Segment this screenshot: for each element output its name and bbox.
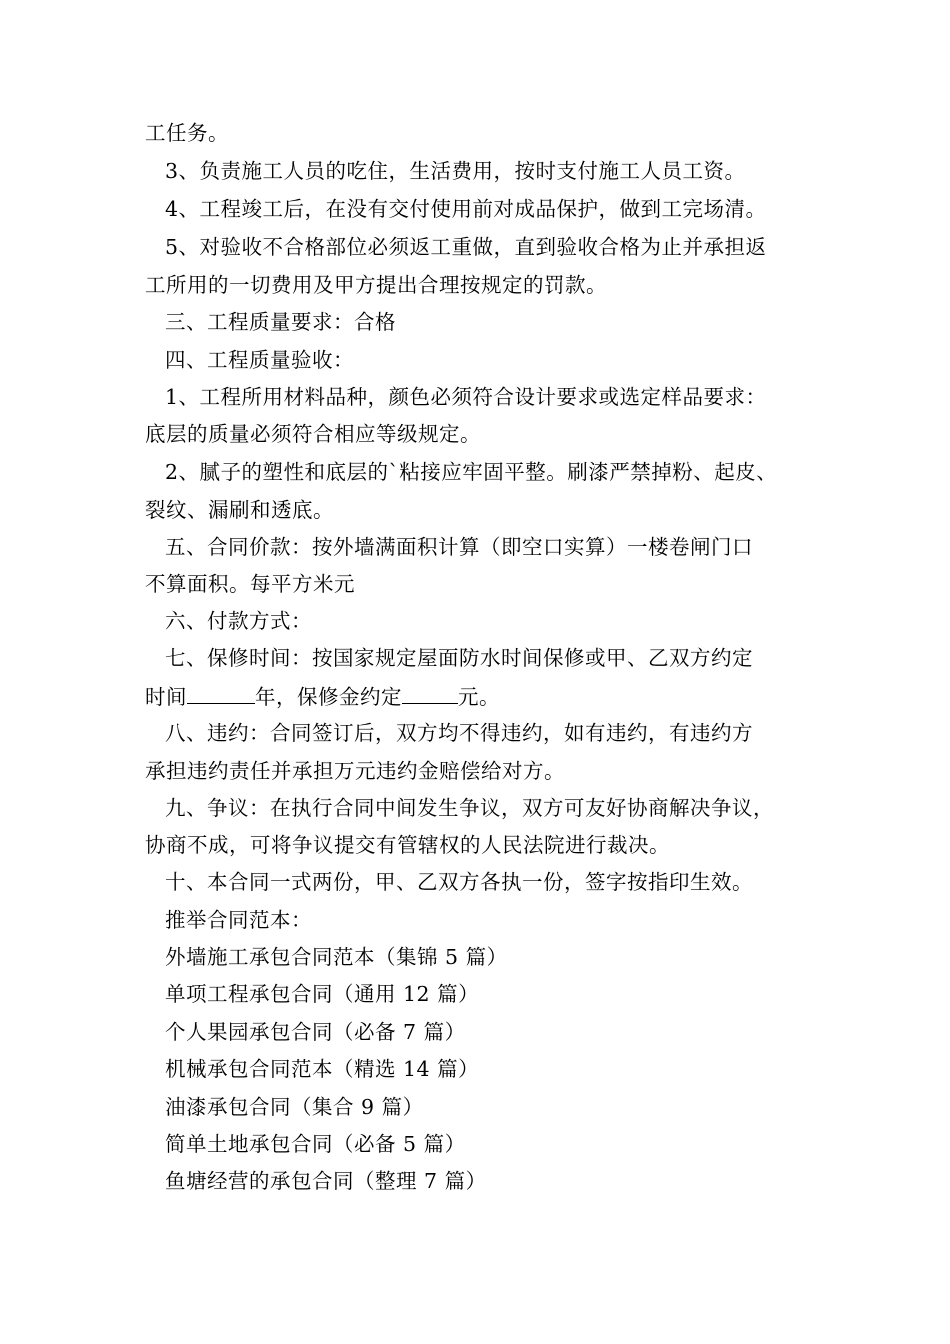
paragraph-line: 协商不成，可将争议提交有管辖权的人民法院进行裁决。: [145, 833, 670, 857]
paragraph-line: 裂纹、漏刷和透底。: [145, 498, 334, 522]
paragraph-line: 5、对验收不合格部位必须返工重做，直到验收合格为止并承担返: [165, 235, 767, 259]
recommend-link[interactable]: 单项工程承包合同（通用 12 篇）: [165, 982, 480, 1006]
recommend-link[interactable]: 简单土地承包合同（必备 5 篇）: [165, 1132, 466, 1156]
paragraph-line: 七、保修时间：按国家规定屋面防水时间保修或甲、乙双方约定: [165, 646, 753, 670]
blank-field-deposit: [402, 683, 458, 704]
paragraph-line: 3、负责施工人员的吃住，生活费用，按时支付施工人员工资。: [165, 159, 746, 183]
recommend-link[interactable]: 鱼塘经营的承包合同（整理 7 篇）: [165, 1169, 487, 1193]
paragraph-line: 八、违约：合同签订后，双方均不得违约，如有违约，有违约方: [165, 721, 753, 745]
warranty-text-2: 年，保修金约定: [255, 685, 402, 709]
paragraph-line: 十、本合同一式两份，甲、乙双方各执一份，签字按指印生效。: [165, 870, 753, 894]
recommend-link[interactable]: 机械承包合同范本（精选 14 篇）: [165, 1057, 480, 1081]
paragraph-line: 2、腻子的塑性和底层的`粘接应牢固平整。刷漆严禁掉粉、起皮、: [165, 460, 778, 484]
paragraph-line: 4、工程竣工后，在没有交付使用前对成品保护，做到工完场清。: [165, 197, 767, 221]
section-heading: 六、付款方式：: [165, 609, 312, 633]
paragraph-line: 1、工程所用材料品种，颜色必须符合设计要求或选定样品要求：: [165, 385, 767, 409]
section-heading: 三、工程质量要求：合格: [165, 310, 396, 334]
paragraph-line: 工任务。: [145, 121, 229, 145]
warranty-text-1: 时间: [145, 685, 187, 709]
paragraph-line: 承担违约责任并承担万元违约金赔偿给对方。: [145, 759, 565, 783]
paragraph-line: 五、合同价款：按外墙满面积计算（即空口实算）一楼卷闸门口: [165, 535, 753, 559]
recommend-link[interactable]: 个人果园承包合同（必备 7 篇）: [165, 1020, 466, 1044]
recommend-link[interactable]: 外墙施工承包合同范本（集锦 5 篇）: [165, 945, 508, 969]
section-heading: 四、工程质量验收：: [165, 348, 354, 372]
paragraph-line: 底层的质量必须符合相应等级规定。: [145, 422, 481, 446]
recommend-link[interactable]: 油漆承包合同（集合 9 篇）: [165, 1095, 424, 1119]
recommend-heading: 推举合同范本：: [165, 908, 312, 932]
paragraph-line: 工所用的一切费用及甲方提出合理按规定的罚款。: [145, 273, 607, 297]
paragraph-line: 不算面积。每平方米元: [145, 572, 355, 596]
warranty-line: [145, 683, 500, 710]
warranty-text-3: 元。: [458, 685, 500, 709]
paragraph-line: 九、争议：在执行合同中间发生争议，双方可友好协商解决争议，: [165, 796, 774, 820]
blank-field-years: [187, 683, 255, 704]
